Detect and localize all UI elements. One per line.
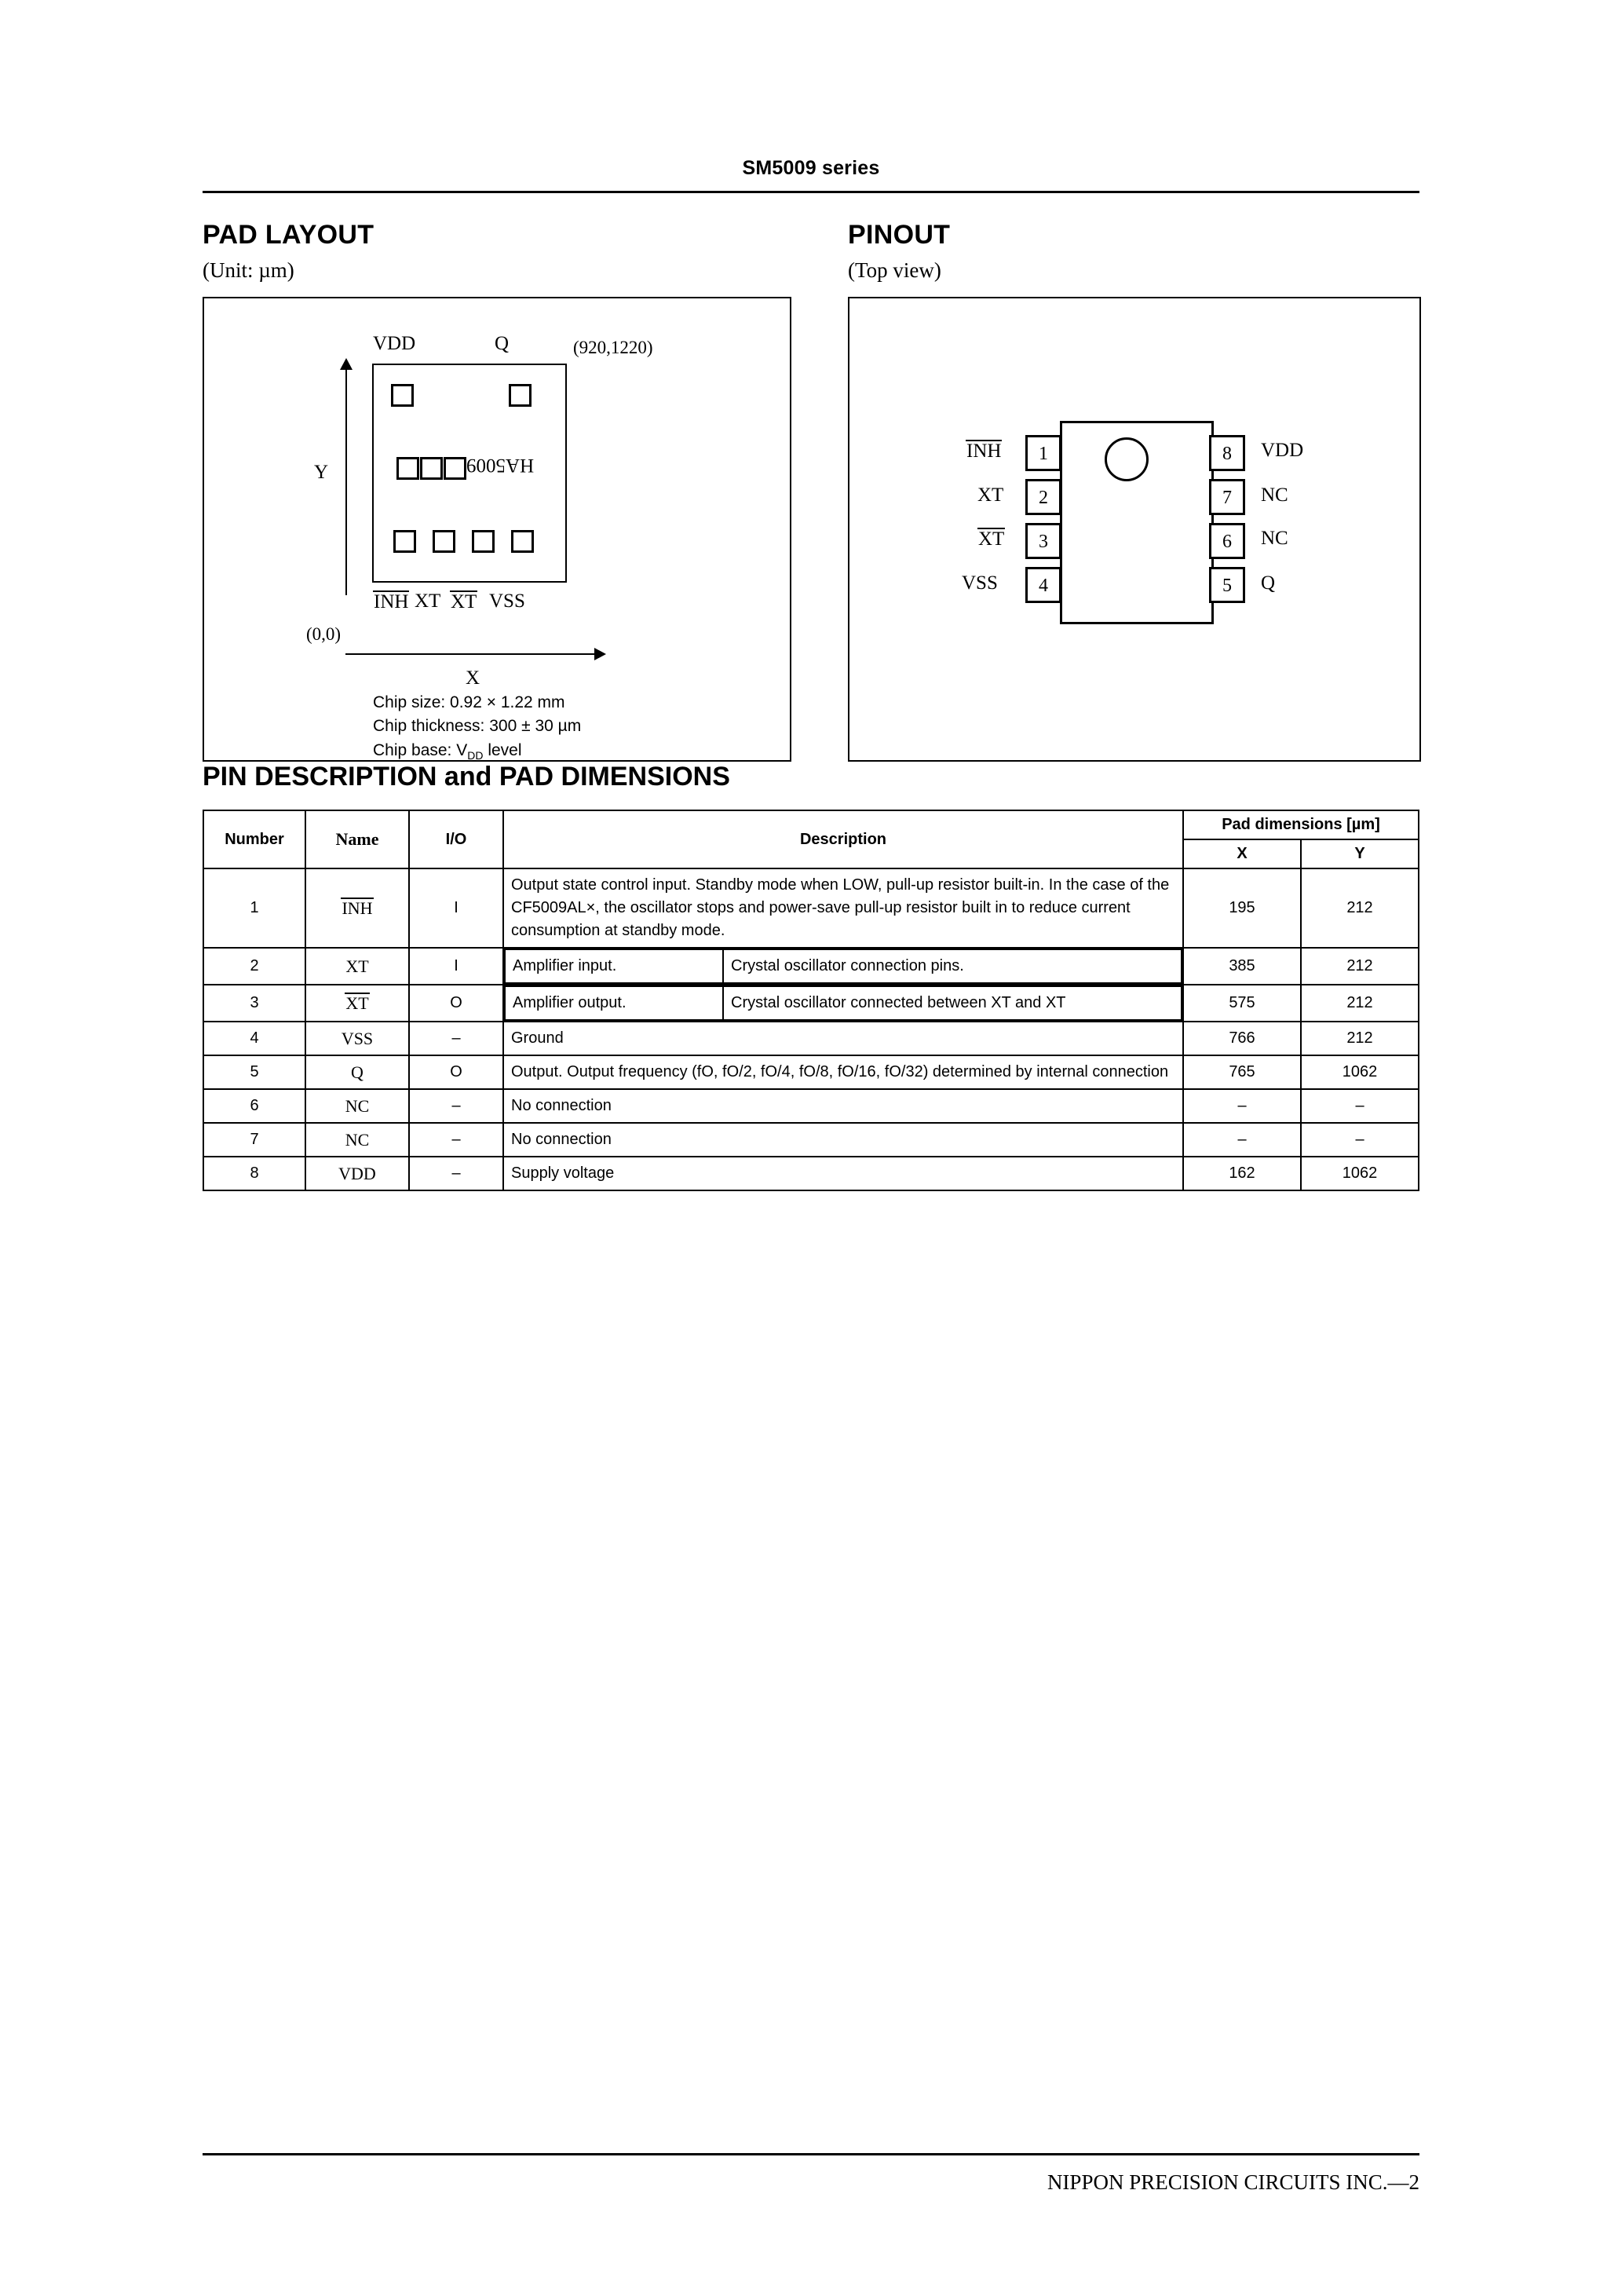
nested-description-table (504, 949, 1182, 984)
pin-box-6: 6 (1209, 523, 1245, 559)
pad-layout-unit: (Unit: µm) (203, 258, 294, 282)
cell-name: NC (305, 1089, 409, 1123)
cell-io: – (409, 1022, 503, 1055)
cell-pad-y: 212 (1301, 1022, 1419, 1055)
cell-pad-y: – (1301, 1089, 1419, 1123)
cell-pad-x: – (1183, 1123, 1301, 1157)
cell-name: Q (305, 1055, 409, 1089)
cell-pad-y: 1062 (1301, 1157, 1419, 1190)
table-row (203, 1089, 1419, 1123)
cell-description: Output state control input. Standby mode when LOW, pull-up resistor built-in. In the case of the CF5009AL×, the oscillator stops and power-save pull-up resistor built in to reduce current consumption at standby mode. (503, 868, 1183, 948)
pad-layout-heading: PAD LAYOUT (203, 220, 374, 250)
pin-box-7: 7 (1209, 479, 1245, 515)
pad-vss (511, 530, 534, 553)
diagram-section (203, 220, 1419, 762)
cell-io: O (409, 1055, 503, 1089)
cell-description: Output. Output frequency (fO, fO/2, fO/4, fO/8, fO/16, fO/32) determined by internal connection (503, 1055, 1183, 1089)
cell-number: 4 (203, 1022, 305, 1055)
table-row (203, 868, 1419, 948)
table-row (203, 948, 1419, 985)
x-axis-label: X (466, 667, 480, 689)
pad-marker-b (420, 457, 443, 480)
cell-name-text: XT (345, 993, 369, 1013)
nested-row (505, 986, 1182, 1020)
pad-label-q: Q (495, 333, 510, 354)
table-row (203, 1055, 1419, 1089)
cell-pad-y: – (1301, 1123, 1419, 1157)
pin-box-4: 4 (1025, 567, 1061, 603)
pinout-column (848, 220, 1421, 762)
chip-part-marking: HA5009 (466, 455, 535, 476)
chip-base-note-sub: DD (467, 749, 484, 762)
max-coordinate-label: (920,1220) (573, 338, 653, 357)
cell-pad-x: 766 (1183, 1022, 1301, 1055)
pin-box-2: 2 (1025, 479, 1061, 515)
cell-description-left: Amplifier input. (505, 949, 723, 983)
cell-number: 2 (203, 948, 305, 985)
table-row (203, 985, 1419, 1022)
pin-label-inh-text: INH (966, 441, 1002, 462)
pad-layout-column (203, 220, 791, 762)
pin-label-xtbar (977, 528, 1005, 550)
table-header-row-1 (203, 810, 1419, 839)
pad-layout-figure (203, 297, 791, 762)
pinout-subtitle: (Top view) (848, 258, 941, 282)
cell-number: 1 (203, 868, 305, 948)
cell-number: 7 (203, 1123, 305, 1157)
th-pad-dimensions: Pad dimensions [µm] (1183, 810, 1419, 839)
pad-q (509, 384, 532, 407)
cell-name: NC (305, 1123, 409, 1157)
footer-text: NIPPON PRECISION CIRCUITS INC.—2 (1047, 2170, 1419, 2194)
pad-xt (433, 530, 455, 553)
pin-box-5: 5 (1209, 567, 1245, 603)
th-description: Description (503, 810, 1183, 868)
pin-label-nc-7: NC (1261, 484, 1288, 506)
cell-pad-y: 1062 (1301, 1055, 1419, 1089)
package-body (1060, 421, 1214, 624)
pad-inh (393, 530, 416, 553)
cell-pad-y: 212 (1301, 985, 1419, 1022)
cell-pad-x: 765 (1183, 1055, 1301, 1089)
pin-box-8: 8 (1209, 435, 1245, 471)
th-io: I/O (409, 810, 503, 868)
pin-label-xtbar-text: XT (978, 528, 1005, 550)
pad-label-vdd: VDD (373, 333, 416, 354)
cell-number: 8 (203, 1157, 305, 1190)
pad-marker-c (444, 457, 466, 480)
y-axis-label: Y (314, 462, 329, 483)
y-axis-arrow (345, 360, 347, 595)
table-row (203, 1157, 1419, 1190)
cell-name-text: INH (342, 898, 373, 918)
pad-label-xtbar (450, 590, 477, 613)
pad-vdd (391, 384, 414, 407)
chip-notes (373, 691, 581, 763)
th-pad-y: Y (1301, 839, 1419, 868)
pad-label-xt: XT (415, 590, 441, 612)
chip-base-note-pre: Chip base: V (373, 740, 468, 759)
chip-base-note (373, 739, 581, 763)
pin-label-nc-6: NC (1261, 528, 1288, 549)
chip-thickness-note: Chip thickness: 300 ± 30 µm (373, 717, 582, 736)
pin-box-1: 1 (1025, 435, 1061, 471)
cell-io: I (409, 948, 503, 985)
cell-io: – (409, 1089, 503, 1123)
table-row (203, 1123, 1419, 1157)
cell-description: Ground (503, 1022, 1183, 1055)
cell-name (305, 868, 409, 948)
cell-description (503, 985, 1183, 1022)
cell-pad-x: – (1183, 1089, 1301, 1123)
cell-pad-y: 212 (1301, 868, 1419, 948)
cell-pad-x: 385 (1183, 948, 1301, 985)
pinout-heading: PINOUT (848, 220, 951, 250)
origin-coordinate-label: (0,0) (306, 624, 342, 644)
chip-outline (372, 364, 567, 583)
cell-number: 6 (203, 1089, 305, 1123)
pin-label-xt: XT (977, 484, 1004, 506)
cell-description-left: Amplifier output. (505, 986, 723, 1020)
pin-label-vdd: VDD (1261, 440, 1304, 461)
table-row (203, 1022, 1419, 1055)
pad-label-xtbar-text: XT (451, 591, 477, 612)
cell-io: – (409, 1157, 503, 1190)
pin-description-table (203, 810, 1419, 1191)
pad-label-inh-text: INH (374, 591, 409, 612)
cell-description (503, 948, 1183, 985)
cell-description-right: Crystal oscillator connection pins. (723, 949, 1182, 983)
nested-description-table (504, 985, 1182, 1021)
cell-pad-y: 212 (1301, 948, 1419, 985)
th-name: Name (305, 810, 409, 868)
pin1-dot-icon (1105, 437, 1149, 481)
cell-pad-x: 575 (1183, 985, 1301, 1022)
pad-label-inh (373, 590, 409, 613)
pad-marker-a (396, 457, 419, 480)
nested-row (505, 949, 1182, 983)
page-content (203, 157, 1419, 1191)
cell-description: Supply voltage (503, 1157, 1183, 1190)
cell-name: VDD (305, 1157, 409, 1190)
th-number: Number (203, 810, 305, 868)
cell-io: I (409, 868, 503, 948)
cell-io: O (409, 985, 503, 1022)
pin-label-inh (966, 440, 1002, 462)
pin-box-3: 3 (1025, 523, 1061, 559)
cell-pad-x: 162 (1183, 1157, 1301, 1190)
cell-description: No connection (503, 1089, 1183, 1123)
cell-io: – (409, 1123, 503, 1157)
pad-label-vss: VSS (489, 590, 525, 612)
pinout-figure (848, 297, 1421, 762)
x-axis-arrow (345, 653, 605, 655)
th-pad-x: X (1183, 839, 1301, 868)
cell-number: 3 (203, 985, 305, 1022)
header-divider (203, 191, 1419, 193)
cell-name (305, 985, 409, 1022)
document-header-title: SM5009 series (742, 157, 880, 179)
chip-size-note: Chip size: 0.92 × 1.22 mm (373, 693, 565, 711)
cell-number: 5 (203, 1055, 305, 1089)
chip-base-note-post: level (483, 740, 522, 759)
cell-name: VSS (305, 1022, 409, 1055)
cell-description: No connection (503, 1123, 1183, 1157)
pin-label-vss: VSS (962, 572, 998, 594)
pin-label-q: Q (1261, 572, 1276, 594)
cell-pad-x: 195 (1183, 868, 1301, 948)
cell-description-right: Crystal oscillator connected between XT and XT (723, 986, 1182, 1020)
cell-name: XT (305, 948, 409, 985)
footer-divider (203, 2153, 1419, 2155)
pin-table-heading: PIN DESCRIPTION and PAD DIMENSIONS (203, 762, 730, 792)
pad-xtbar (472, 530, 495, 553)
